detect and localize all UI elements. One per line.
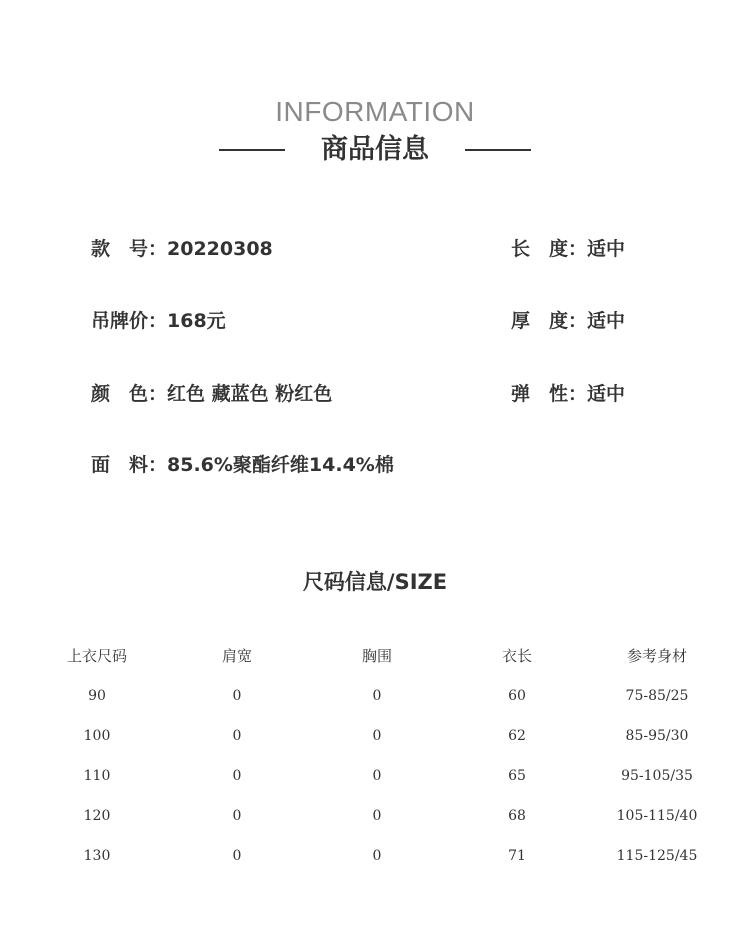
- info-value: 85.6%聚酯纤维14.4%棉: [167, 454, 394, 476]
- info-label: 面 料：: [91, 454, 168, 476]
- table-cell: 0: [372, 728, 382, 744]
- info-label: 弹 性：: [511, 383, 588, 405]
- table-cell: 105-115/40: [616, 808, 698, 824]
- info-value: 168元: [167, 310, 226, 332]
- table-cell: 0: [372, 768, 382, 784]
- info-label: 长 度：: [511, 238, 588, 260]
- table-cell: 110: [83, 768, 111, 784]
- table-cell: 85-95/30: [625, 728, 689, 744]
- info-style-number: [91, 234, 273, 264]
- header-cell: 参考身材: [626, 647, 687, 665]
- info-length: [511, 234, 625, 264]
- table-cell: 100: [83, 728, 111, 744]
- table-cell: 0: [372, 808, 382, 824]
- table-cell: 68: [508, 808, 526, 824]
- size-table-header: [27, 640, 727, 672]
- table-row: [27, 680, 727, 712]
- table-cell: 62: [508, 728, 526, 744]
- info-label: 款 号：: [91, 238, 168, 260]
- table-cell: 0: [372, 848, 382, 864]
- table-row: [27, 760, 727, 792]
- info-value: 红色 藏蓝色 粉红色: [167, 383, 333, 405]
- table-cell: 0: [232, 808, 242, 824]
- info-label: 颜 色：: [91, 383, 168, 405]
- info-value: 20220308: [167, 238, 273, 260]
- header-cell: 上衣尺码: [66, 647, 127, 665]
- table-row: [27, 840, 727, 872]
- info-label: 吊牌价：: [91, 310, 168, 332]
- table-cell: 90: [88, 688, 106, 704]
- info-value: 适中: [587, 238, 626, 260]
- table-cell: 71: [508, 848, 526, 864]
- table-row: [27, 720, 727, 752]
- table-cell: 95-105/35: [621, 768, 693, 784]
- table-row: [27, 800, 727, 832]
- table-cell: 130: [83, 848, 111, 864]
- information-heading: INFORMATION: [275, 96, 475, 127]
- title-rule-right: [465, 149, 531, 151]
- table-cell: 75-85/25: [625, 688, 689, 704]
- info-label: 厚 度：: [511, 310, 588, 332]
- info-tag-price: [91, 306, 226, 336]
- table-cell: 120: [83, 808, 111, 824]
- table-cell: 0: [232, 688, 242, 704]
- size-info-title: 尺码信息/SIZE: [302, 570, 448, 594]
- table-cell: 115-125/45: [616, 848, 698, 864]
- info-color: [91, 379, 332, 409]
- info-value: 适中: [587, 383, 626, 405]
- info-elasticity: [511, 379, 625, 409]
- header-cell: 衣长: [501, 647, 532, 665]
- info-thickness: [511, 306, 625, 336]
- table-cell: 0: [232, 768, 242, 784]
- product-info-title: 商品信息: [321, 134, 429, 165]
- info-value: 适中: [587, 310, 626, 332]
- table-cell: 0: [232, 848, 242, 864]
- header-cell: 肩宽: [221, 647, 252, 665]
- header-cell: 胸围: [361, 647, 392, 665]
- table-cell: 0: [232, 728, 242, 744]
- info-fabric: [91, 450, 394, 480]
- table-cell: 60: [508, 688, 526, 704]
- title-row: [0, 130, 750, 170]
- table-cell: 0: [372, 688, 382, 704]
- table-cell: 65: [508, 768, 526, 784]
